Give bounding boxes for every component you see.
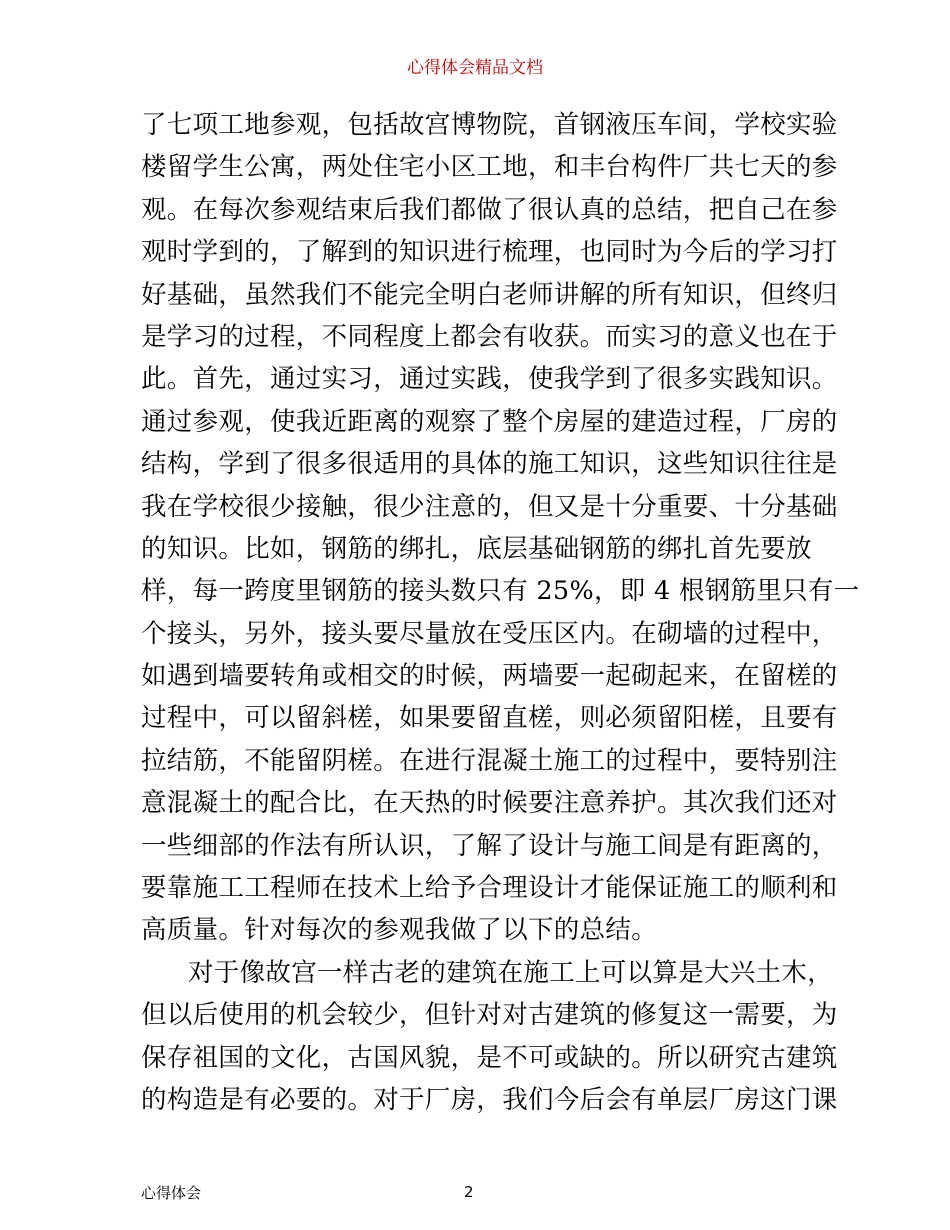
- text-line-19: 要靠施工工程师在技术上给予合理设计才能保证施工的顺利和: [141, 873, 838, 904]
- footer-label: 心得体会: [141, 1184, 202, 1202]
- text-line-20: 高质量。针对每次的参观我做了以下的总结。: [141, 915, 658, 946]
- text-line-2: 楼留学生公寓，两处住宅小区工地，和丰台构件厂共七天的参: [141, 152, 838, 183]
- text-line-15: 过程中，可以留斜槎，如果要留直槎，则必须留阳槎，且要有: [141, 703, 838, 734]
- text-line-16: 拉结筋，不能留阴槎。在进行混凝土施工的过程中，要特别注: [141, 745, 838, 776]
- text-line-6: 是学习的过程，不同程度上都会有收获。而实习的意义也在于: [141, 321, 838, 352]
- text-line-8: 通过参观，使我近距离的观察了整个房屋的建造过程，厂房的: [141, 406, 838, 437]
- body-text: [141, 104, 860, 1121]
- text-line-4: 观时学到的，了解到的知识进行梳理，也同时为今后的学习打: [141, 237, 838, 268]
- text-line-1: 了七项工地参观，包括故宫博物院，首钢液压车间，学校实验: [141, 110, 838, 140]
- text-line-24: 的构造是有必要的。对于厂房，我们今后会有单层厂房这门课: [141, 1084, 838, 1115]
- text-line-22: 但以后使用的机会较少，但针对对古建筑的修复这一需要，为: [141, 1000, 838, 1031]
- text-line-3: 观。在每次参观结束后我们都做了很认真的总结，把自己在参: [141, 194, 838, 225]
- text-line-13: 个接头，另外，接头要尽量放在受压区内。在砌墙的过程中，: [141, 618, 838, 649]
- text-line-23: 保存祖国的文化，古国风貌，是不可或缺的。所以研究古建筑: [141, 1042, 838, 1073]
- text-line-21: 对于像故宫一样古老的建筑在施工上可以算是大兴土木，: [188, 957, 834, 988]
- text-line-18: 一些细部的作法有所认识，了解了设计与施工间是有距离的，: [141, 830, 838, 861]
- text-line-5: 好基础，虽然我们不能完全明白老师讲解的所有知识，但终归: [141, 279, 838, 310]
- text-line-12: 样，每一跨度里钢筋的接头数只有 25%，即 4 根钢筋里只有一: [141, 576, 860, 607]
- text-line-17: 意混凝土的配合比，在天热的时候要注意养护。其次我们还对: [141, 788, 838, 819]
- text-line-7: 此。首先，通过实习，通过实践，使我学到了很多实践知识。: [141, 364, 838, 395]
- text-line-14: 如遇到墙要转角或相交的时候，两墙要一起砌起来，在留槎的: [141, 661, 838, 692]
- page-header-title: 心得体会精品文档: [407, 58, 543, 78]
- page-number: 2: [464, 1183, 474, 1201]
- text-line-11: 的知识。比如，钢筋的绑扎，底层基础钢筋的绑扎首先要放: [141, 533, 812, 564]
- text-line-10: 我在学校很少接触，很少注意的，但又是十分重要、十分基础: [141, 491, 838, 522]
- text-line-9: 结构，学到了很多很适用的具体的施工知识，这些知识往往是: [141, 449, 838, 480]
